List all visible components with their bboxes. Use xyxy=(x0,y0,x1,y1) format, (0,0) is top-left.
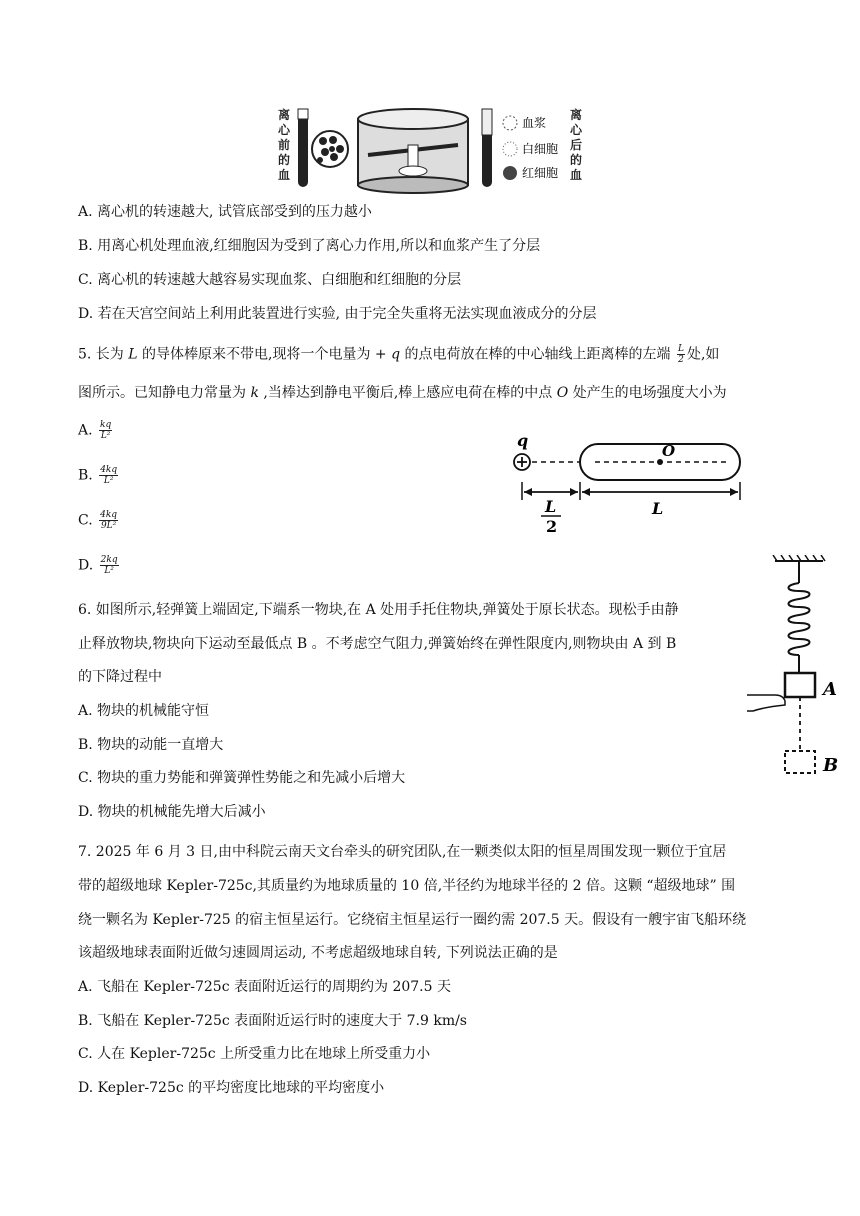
legend-white-cell: 白细胞 xyxy=(522,142,559,156)
dim-L-half-den: 2 xyxy=(546,517,558,536)
q4-option-c: C. 离心机的转速越大越容易实现血浆、白细胞和红细胞的分层 xyxy=(78,272,462,288)
plus-charge-icon xyxy=(514,454,530,470)
centrifuge-drum xyxy=(358,109,468,193)
midpoint-O-label: O xyxy=(662,442,676,460)
q5-option-a: A. $\frac{kq}{\text{L²}}$ xyxy=(78,420,112,441)
q5-option-c: C. $\frac{4kq}{\text{9L²}}$ xyxy=(78,510,118,531)
left-test-tube xyxy=(298,109,308,187)
q6-stem-line3: 的下降过程中 xyxy=(78,669,162,685)
plasma-icon xyxy=(503,116,517,130)
label-B: B xyxy=(823,755,839,776)
q5-option-d: D. $\frac{2kq}{\text{L²}}$ xyxy=(78,555,118,576)
hand-icon xyxy=(747,695,785,711)
q6-option-d: D. 物块的机械能先增大后减小 xyxy=(78,804,266,820)
right-vertical-label: 离心后的血 xyxy=(570,108,583,182)
q7-option-b: B. 飞船在 Kepler-725c 表面附近运行时的速度大于 7.9 km/s xyxy=(78,1013,467,1029)
block-B-dashed xyxy=(785,751,815,773)
q7-stem-line3: 绕一颗名为 Kepler-725 的宿主恒星运行。它绕宿主恒星运行一圈约需 207.5 天。假设有一艘宇宙飞船环绕 xyxy=(78,912,747,928)
dim-L-half-num: L xyxy=(545,497,557,516)
label-A: A xyxy=(823,679,837,700)
q7-option-d: D. Kepler-725c 的平均密度比地球的平均密度小 xyxy=(78,1080,385,1096)
block-A xyxy=(785,673,815,697)
q7-option-a: A. 飞船在 Kepler-725c 表面附近运行的周期约为 207.5 天 xyxy=(78,979,451,995)
white-cell-icon xyxy=(503,142,517,156)
q5-stem-line2: 图所示。已知静电力常量为 k ,当棒达到静电平衡后,棒上感应电荷在棒的中点 O 处产生的电场强度大小为 xyxy=(78,385,727,401)
q5-option-b: B. $\frac{4kq}{\text{L²}}$ xyxy=(78,465,118,486)
q5-stem-line1: 5. 长为 L 的导体棒原来不带电,现将一个电量为 + q 的点电荷放在棒的中心轴线上距离棒的左端 $\frac{L}{2}$ 处,如 xyxy=(78,344,720,365)
red-cell-icon xyxy=(503,166,517,180)
dim-L-label: L xyxy=(652,499,664,518)
left-vertical-label: 离心前的血 xyxy=(278,108,291,182)
blood-magnified-icon xyxy=(312,131,348,167)
q7-stem-line4: 该超级地球表面附近做匀速圆周运动, 不考虑超级地球自转, 下列说法正确的是 xyxy=(78,945,558,961)
q6-option-a: A. 物块的机械能守恒 xyxy=(78,703,210,719)
q6-option-b: B. 物块的动能一直增大 xyxy=(78,737,224,753)
q4-option-d: D. 若在天宫空间站上利用此装置进行实验, 由于完全失重将无法实现血液成分的分层 xyxy=(78,306,597,322)
q7-option-c: C. 人在 Kepler-725c 上所受重力比在地球上所受重力小 xyxy=(78,1046,431,1062)
legend-plasma: 血浆 xyxy=(522,116,547,130)
rod-charge-figure xyxy=(505,430,755,540)
q7-stem-line1: 7. 2025 年 6 月 3 日,由中科院云南天文台牵头的研究团队,在一颗类似太阳的恒星周围发现一颗位于宜居 xyxy=(78,844,727,860)
legend-red-cell: 红细胞 xyxy=(522,166,559,180)
spring-coil xyxy=(789,583,810,655)
q6-option-c: C. 物块的重力势能和弹簧弹性势能之和先减小后增大 xyxy=(78,770,406,786)
charge-q-label: q xyxy=(517,431,529,450)
q4-option-b: B. 用离心机处理血液,红细胞因为受到了离心力作用,所以和血浆产生了分层 xyxy=(78,238,541,254)
fraction-L-over-2: $\frac{L}{2}$ xyxy=(677,344,684,365)
centrifuge-figure xyxy=(270,105,590,195)
spring-block-figure xyxy=(745,555,850,785)
q6-stem-line2: 止释放物块,物块向下运动至最低点 B 。不考虑空气阻力,弹簧始终在弹性限度内,则物块由 A 到 B xyxy=(78,636,677,652)
q4-option-a: A. 离心机的转速越大, 试管底部受到的压力越小 xyxy=(78,204,372,220)
q6-stem-line1: 6. 如图所示,轻弹簧上端固定,下端系一物块,在 A 处用手托住物块,弹簧处于原长状态。现松手由静 xyxy=(78,602,679,618)
q7-stem-line2: 带的超级地球 Kepler-725c,其质量约为地球质量的 10 倍,半径约为地球半径的 2 倍。这颗 “超级地球” 围 xyxy=(78,878,736,894)
